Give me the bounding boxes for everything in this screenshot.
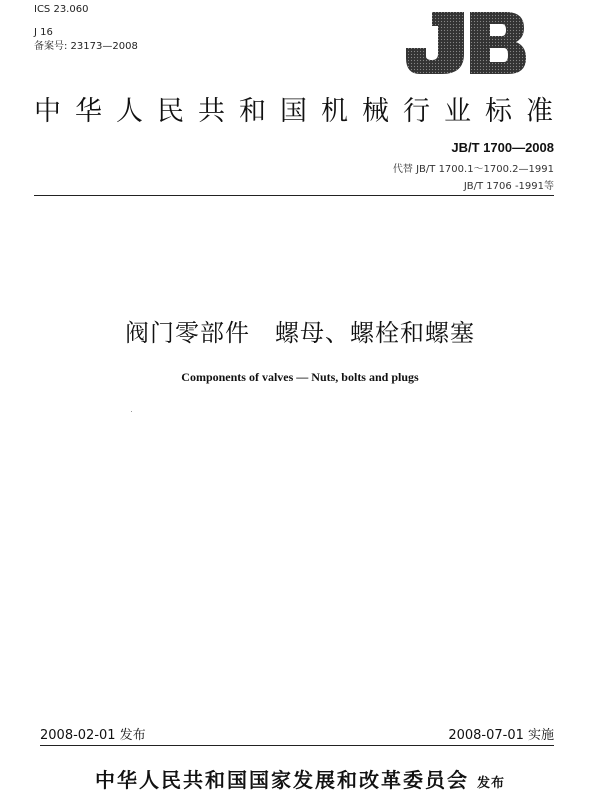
document-title-english: Components of valves — Nuts, bolts and plugs bbox=[181, 370, 419, 384]
standard-number: JB/T 1700—2008 bbox=[451, 140, 554, 155]
document-title-chinese: 阀门零部件 螺母、螺栓和螺塞 bbox=[125, 319, 475, 347]
standard-category-title: 中华人民共和国机械行业标准 bbox=[34, 96, 567, 127]
filing-number: 备案号: 23173—2008 bbox=[34, 41, 138, 52]
classification-code: J 16 bbox=[34, 27, 53, 38]
scan-speck bbox=[131, 411, 132, 412]
issuer-line bbox=[0, 764, 600, 793]
header-divider bbox=[34, 195, 554, 196]
implementation-date: 2008-07-01 实施 bbox=[448, 728, 554, 743]
jb-logo bbox=[398, 8, 530, 78]
replaces-line-1: 代替 JB/T 1700.1～1700.2—1991 bbox=[392, 164, 554, 175]
issuer-name: 中华人民共和国国家发展和改革委员会 bbox=[94, 768, 469, 792]
footer-divider bbox=[40, 745, 554, 746]
issue-date: 2008-02-01 发布 bbox=[40, 728, 146, 743]
ics-code: ICS 23.060 bbox=[34, 4, 89, 15]
issuer-suffix: 发布 bbox=[476, 776, 505, 791]
replaces-line-2: JB/T 1706 -1991等 bbox=[463, 181, 554, 192]
